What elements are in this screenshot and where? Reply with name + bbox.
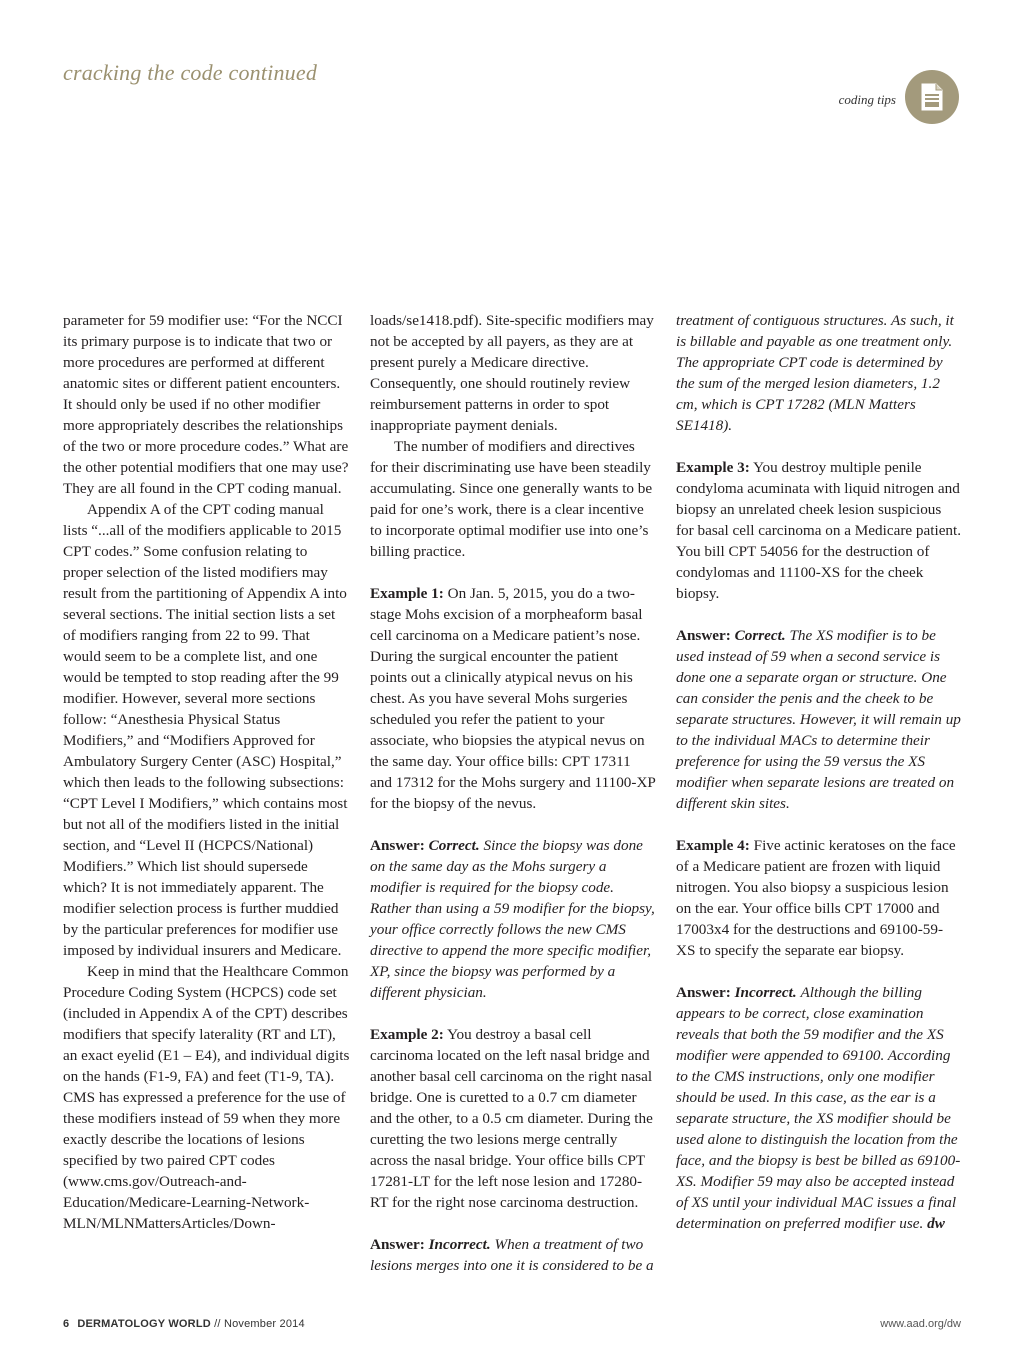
example-1-text: On Jan. 5, 2015, you do a two-stage Mohs excision of a morpheaform basal cell carcinoma on a Medicare patient’s nose. During the surgical encounter the patient points out a clinically atypical nevus on his chest. As you have several Mohs surgeries scheduled you refer the patient to your associate, who biopsies the atypical nevus on the same day. Your office bills: CPT 17311 and 17312 for the Mohs surgery and 11100-XP for the biopsy of the nevus. [370, 585, 656, 812]
answer-3 [676, 625, 962, 814]
column-3 [676, 310, 962, 1234]
column-2 [370, 310, 656, 1276]
answer-4-text: Although the billing appears to be correct, close examination reveals that both the 59 modifier and the XS modifier were appended to 69100. According to the CMS instructions, only one modifier should be used. In this case, as the ear is a separate structure, the XS modifier should be used alone to distinguish the location from the face, and the biopsy is best be billed as 69100-XS. Modifier 59 may also be accepted instead of XS until your individual MAC issues a final determination on preferred modifier use. [676, 984, 961, 1232]
answer-4 [676, 982, 962, 1234]
answer-2-text: When a treatment of two lesions merges into one it is considered to be a [370, 1236, 654, 1274]
example-2-label: Example 2: [370, 1026, 444, 1043]
example-2 [370, 1024, 656, 1213]
col1-paragraph-3: Keep in mind that the Healthcare Common Procedure Coding System (HCPCS) code set (included in Appendix A of the CPT) describes modifiers that specify laterality (RT and LT), an exact eyelid (E1 – E4), and individual digits on the hands (F1-9, FA) and feet (T1-9, TA). CMS has expressed a preference for the use of these modifiers instead of 59 when they more exactly describe the locations of lesions specified by two paired CPT codes (www.cms.gov/Outreach-and-Education/Medicare-Learning-Network-MLN/MLNMattersArticles/Down- [63, 963, 350, 1232]
footer-url[interactable]: www.aad.org/dw [880, 1318, 961, 1330]
answer-2-verdict: Incorrect. [428, 1236, 491, 1253]
example-4-label: Example 4: [676, 837, 750, 854]
example-3 [676, 457, 962, 604]
col2-paragraph-2: The number of modifiers and directives for their discriminating use have been steadily accumulating. Since one generally wants to be paid for one’s work, there is a clear incentive to incorporate optimal modifier use into one’s billing practice. [370, 438, 653, 560]
answer-1-text: Since the biopsy was done on the same day as the Mohs surgery a modifier is required for the biopsy code. Rather than using a 59 modifier for the biopsy, your office correctly follows the new CMS directive to append the more specific modifier, XP, since the biopsy was performed by a different physician. [370, 837, 655, 1001]
answer-2 [370, 1234, 656, 1276]
column-1 [63, 310, 350, 1234]
example-2-text: You destroy a basal cell carcinoma located on the left nasal bridge and another basal cell carcinoma on the right nasal bridge. One is curetted to a 0.7 cm diameter and the other, to a 0.5 cm diameter. During the curetting the two lesions merge centrally across the nasal bridge. Your office bills CPT 17281-LT for the left nose lesion and 17280-RT for the right nose carcinoma destruction. [370, 1026, 653, 1211]
footer-folio [63, 1318, 305, 1330]
example-1 [370, 583, 656, 814]
answer-1 [370, 835, 656, 1003]
document-icon [919, 82, 945, 112]
section-title: cracking the code continued [63, 60, 318, 85]
answer-3-label: Answer: [676, 627, 731, 644]
answer-1-label: Answer: [370, 837, 425, 854]
example-3-text: You destroy multiple penile condyloma acuminata with liquid nitrogen and biopsy an unrelated cheek lesion suspicious for basal cell carcinoma on a Medicare patient. You bill CPT 54056 for the destruction of condylomas and 11100-XS for the cheek biopsy. [676, 459, 962, 602]
coding-tips-badge [905, 70, 959, 124]
example-4-text: Five actinic keratoses on the face of a Medicare patient are frozen with liquid nitrogen. You also biopsy a suspicious lesion on the ear. Your office bills CPT 17000 and 17003x4 for the destructions and 69100-59-XS to specify the separate ear biopsy. [676, 837, 956, 959]
author-signature: dw [927, 1215, 945, 1232]
coding-tips-label: coding tips [838, 92, 896, 107]
answer-4-label: Answer: [676, 984, 731, 1001]
answer-1-verdict: Correct. [428, 837, 480, 854]
col1-paragraph-1: parameter for 59 modifier use: “For the NCCI its primary purpose is to indicate that two or more procedures are performed at different anatomic sites or different patient encounters. It should only be used if no other modifier more appropriately describes the relationships of the two or more procedure codes.” What are the other potential modifiers that one may use? They are all found in the CPT coding manual. [63, 312, 349, 497]
example-1-label: Example 1: [370, 585, 444, 602]
answer-2-label: Answer: [370, 1236, 425, 1253]
publication-name: DERMATOLOGY WORLD [77, 1318, 211, 1330]
example-3-label: Example 3: [676, 459, 750, 476]
answer-3-verdict: Correct. [734, 627, 786, 644]
answer-2-continued: treatment of contiguous structures. As such, it is billable and payable as one treatment only. The appropriate CPT code is determined by the sum of the merged lesion diameters, 1.2 cm, which is CPT 17282 (MLN Matters SE1418). [676, 312, 954, 434]
answer-4-verdict: Incorrect. [734, 984, 797, 1001]
example-4 [676, 835, 962, 961]
col1-paragraph-2: Appendix A of the CPT coding manual lists “...all of the modifiers applicable to 2015 CPT codes.” Some confusion relating to proper selection of the listed modifiers may result from the partitioning of Appendix A into several sections. The initial section lists a set of modifiers ranging from 22 to 99. That would seem to be a complete list, and one would be tempted to stop reading after the 99 modifier. However, several more sections follow: “Anesthesia Physical Status Modifiers,” and “Modifiers Approved for Ambulatory Surgery Center (ASC) Hospital,” which then leads to the following subsections: “CPT Level I Modifiers,” which contains most but not all of the modifiers listed in the initial section, and “Level II (HCPCS/National) Modifiers.” Which list should supersede which? It is not immediately apparent. The modifier selection process is further muddied by the particular preferences for modifier use imposed by individual insurers and Medicare. [63, 501, 348, 959]
answer-3-text: The XS modifier is to be used instead of 59 when a second service is done one a separate organ or structure. One can consider the penis and the cheek to be separate structures. However, it will remain up to the individual MACs to determine their preference for using the 59 versus the XS modifier when separate lesions are treated on different skin sites. [676, 627, 961, 812]
col2-paragraph-1: loads/se1418.pdf). Site-specific modifiers may not be accepted by all payers, as they are at present purely a Medicare directive. Consequently, one should routinely review reimbursement patterns in order to spot inappropriate payment denials. [370, 312, 654, 434]
page-number: 6 [63, 1318, 70, 1330]
issue-date: // November 2014 [214, 1318, 305, 1330]
